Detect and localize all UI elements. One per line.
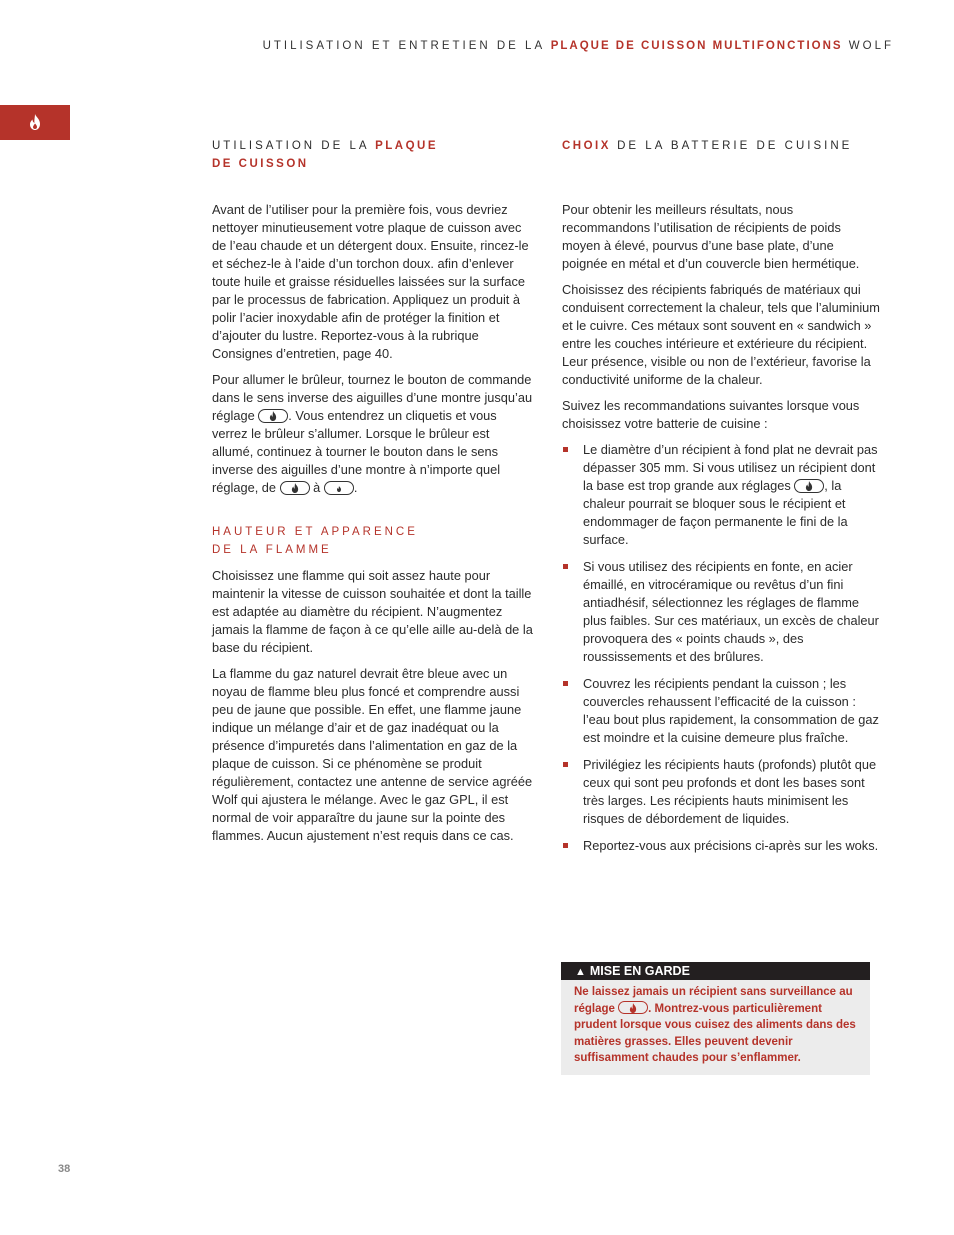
list-item: Reportez-vous aux précisions ci-après sur les woks. xyxy=(562,837,882,855)
paragraph-first-use: Avant de l’utiliser pour la première fois, vous devriez nettoyer minutieusement votre plaque de cuisson avec de l’eau chaude et un détergent doux. Ensuite, rincez-le et séchez-le à l’aide d’un torchon doux. afin d’enlever toute huile et graisse résiduelles laissées sur la surface par le processus de fabrication. Appliquez un produit à polir l’acier inoxydable afin de protéger la finition et d’ajouter du lustre. Reportez-vous à la rubrique Consignes d’entretien, page 40. xyxy=(212,202,529,361)
heading-bold: CHOIX xyxy=(562,140,611,152)
recommendation-list xyxy=(562,441,882,855)
subheading-line-2: DE LA FLAMME xyxy=(212,544,332,556)
knob-high-icon xyxy=(280,481,310,495)
ignition-text-c: à xyxy=(313,480,321,495)
warning-text-a: Ne laissez jamais un récipient sans surveillance au réglage xyxy=(574,986,853,1015)
warning-text-b: . Montrez-vous particulièrement prudent lorsque vous cuisez des aliments dans des matières grasses. Elles peuvent devenir suffisamment chaudes pour s’enflammer. xyxy=(574,1002,856,1064)
section-tab xyxy=(0,105,70,140)
paragraph-ignition xyxy=(212,371,534,497)
header-prefix: UTILISATION ET ENTRETIEN DE LA xyxy=(262,40,545,52)
list-item: Couvrez les récipients pendant la cuisson ; les couvercles rehaussent l’efficacité de la cuisson : l’eau bout plus rapidement, la consommation de gaz est moindre et la cuisine demeure plus fraîche. xyxy=(562,675,882,747)
paragraph-best-results: Pour obtenir les meilleurs résultats, nous recommandons l’utilisation de récipients de poids moyen à élevé, pourvus d’une base plate, d’une poignée en métal et d’un couvercle bien hermétique. xyxy=(562,202,860,271)
knob-low-icon xyxy=(324,481,354,495)
paragraph-flame-height: Choisissez une flamme qui soit assez haute pour maintenir la vitesse de cuisson souhaitée et dont la taille est adaptée au diamètre du récipient. N’augmentez jamais la flamme de façon à ce qu’elle aille au-delà de la base du récipient. xyxy=(212,568,533,655)
subheading-flame xyxy=(212,523,534,559)
knob-high-icon xyxy=(618,1001,648,1014)
section-heading-cookware xyxy=(562,137,882,201)
section-heading-plaque xyxy=(212,137,534,201)
warning-text xyxy=(561,980,870,1075)
warning-title: MISE EN GARDE xyxy=(589,964,690,978)
subheading-line-1: HAUTEUR ET APPARENCE xyxy=(212,526,418,538)
heading-plain: UTILISATION DE LA xyxy=(212,140,369,152)
ignition-text-d: . xyxy=(353,480,358,495)
header-highlight: PLAQUE DE CUISSON MULTIFONCTIONS xyxy=(550,40,843,52)
heading-bold-2: DE CUISSON xyxy=(212,158,309,170)
left-column xyxy=(212,137,534,853)
running-header xyxy=(263,40,894,52)
ignition-text-b: . Vous entendrez un cliquetis et vous verrez le brûleur s’allumer. Lorsque le brûleur est allumé, continuez à tourner le bouton dans le sens inverse des aiguilles d’une montre à n’importe quel réglage, de xyxy=(212,408,501,495)
paragraph-flame-color: La flamme du gaz naturel devrait être bleue avec un noyau de flamme bleu plus foncé et comprendre aussi peu de jaune que possible. En effet, une flamme jaune indique un mélange d’air et de gaz inadéquat ou la présence d’impuretés dans l’alimentation en gaz de la plaque de cuisson. Si ce phénomène se produit régulièrement, contactez une antenne de service agréée Wolf qui ajustera le mélange. Avec le gaz GPL, il est normal de voir apparaître du jaune sur la pointe des flammes. Aucun ajustement n’est requis dans ce cas. xyxy=(212,666,533,843)
list-item: Privilégiez les récipients hauts (profonds) plutôt que ceux qui sont peu profonds et dont les bases sont très larges. Les récipients hauts minimisent les risques de débordement de liquides. xyxy=(562,756,882,828)
list-item: Si vous utilisez des récipients en fonte, en acier émaillé, en vitrocéramique ou revêtus d’un fini antiadhésif, sélectionnez les réglages de flamme plus faibles. Sur ces matériaux, un excès de chaleur provoquera des « points chauds », des roussissements et des brûlures. xyxy=(562,558,882,666)
knob-high-icon xyxy=(794,479,824,493)
header-suffix: WOLF xyxy=(848,40,894,52)
paragraph-materials: Choisissez des récipients fabriqués de matériaux qui conduisent correctement la chaleur, tels que l’aluminium et le cuivre. Ces métaux sont souvent en « sandwich » entre les couches intérieure et extérieure du récipient. Leur présence, visible ou non de l’extérieur, favorise la conductivité uniforme de la chaleur. xyxy=(562,282,880,387)
warning-triangle-icon: ▲ xyxy=(575,966,586,978)
warning-title-bar xyxy=(561,962,870,980)
page-number: 38 xyxy=(58,1163,71,1175)
paragraph-recommendations: Suivez les recommandations suivantes lorsque vous choisissez votre batterie de cuisine : xyxy=(562,398,860,431)
bullet-1-text-a: Le diamètre d’un récipient à fond plat ne devrait pas dépasser 305 mm. Si vous utilisez un récipient dont la base est trop grande aux réglages xyxy=(583,442,878,493)
list-item xyxy=(562,441,882,549)
heading-bold-1: PLAQUE xyxy=(375,140,438,152)
bullet-1-text-b: , la chaleur pourrait se bloquer sous le récipient et endommager de façon permanente le fini de la surface. xyxy=(583,478,848,547)
ignition-text-a: Pour allumer le brûleur, tournez le bouton de commande dans le sens inverse des aiguilles d’une montre jusqu’au réglage xyxy=(212,372,533,423)
knob-setting-icon xyxy=(258,409,288,423)
right-column xyxy=(562,137,882,864)
heading-plain: DE LA BATTERIE DE CUISINE xyxy=(617,140,853,152)
flame-icon xyxy=(29,114,41,130)
warning-box xyxy=(561,962,870,1075)
